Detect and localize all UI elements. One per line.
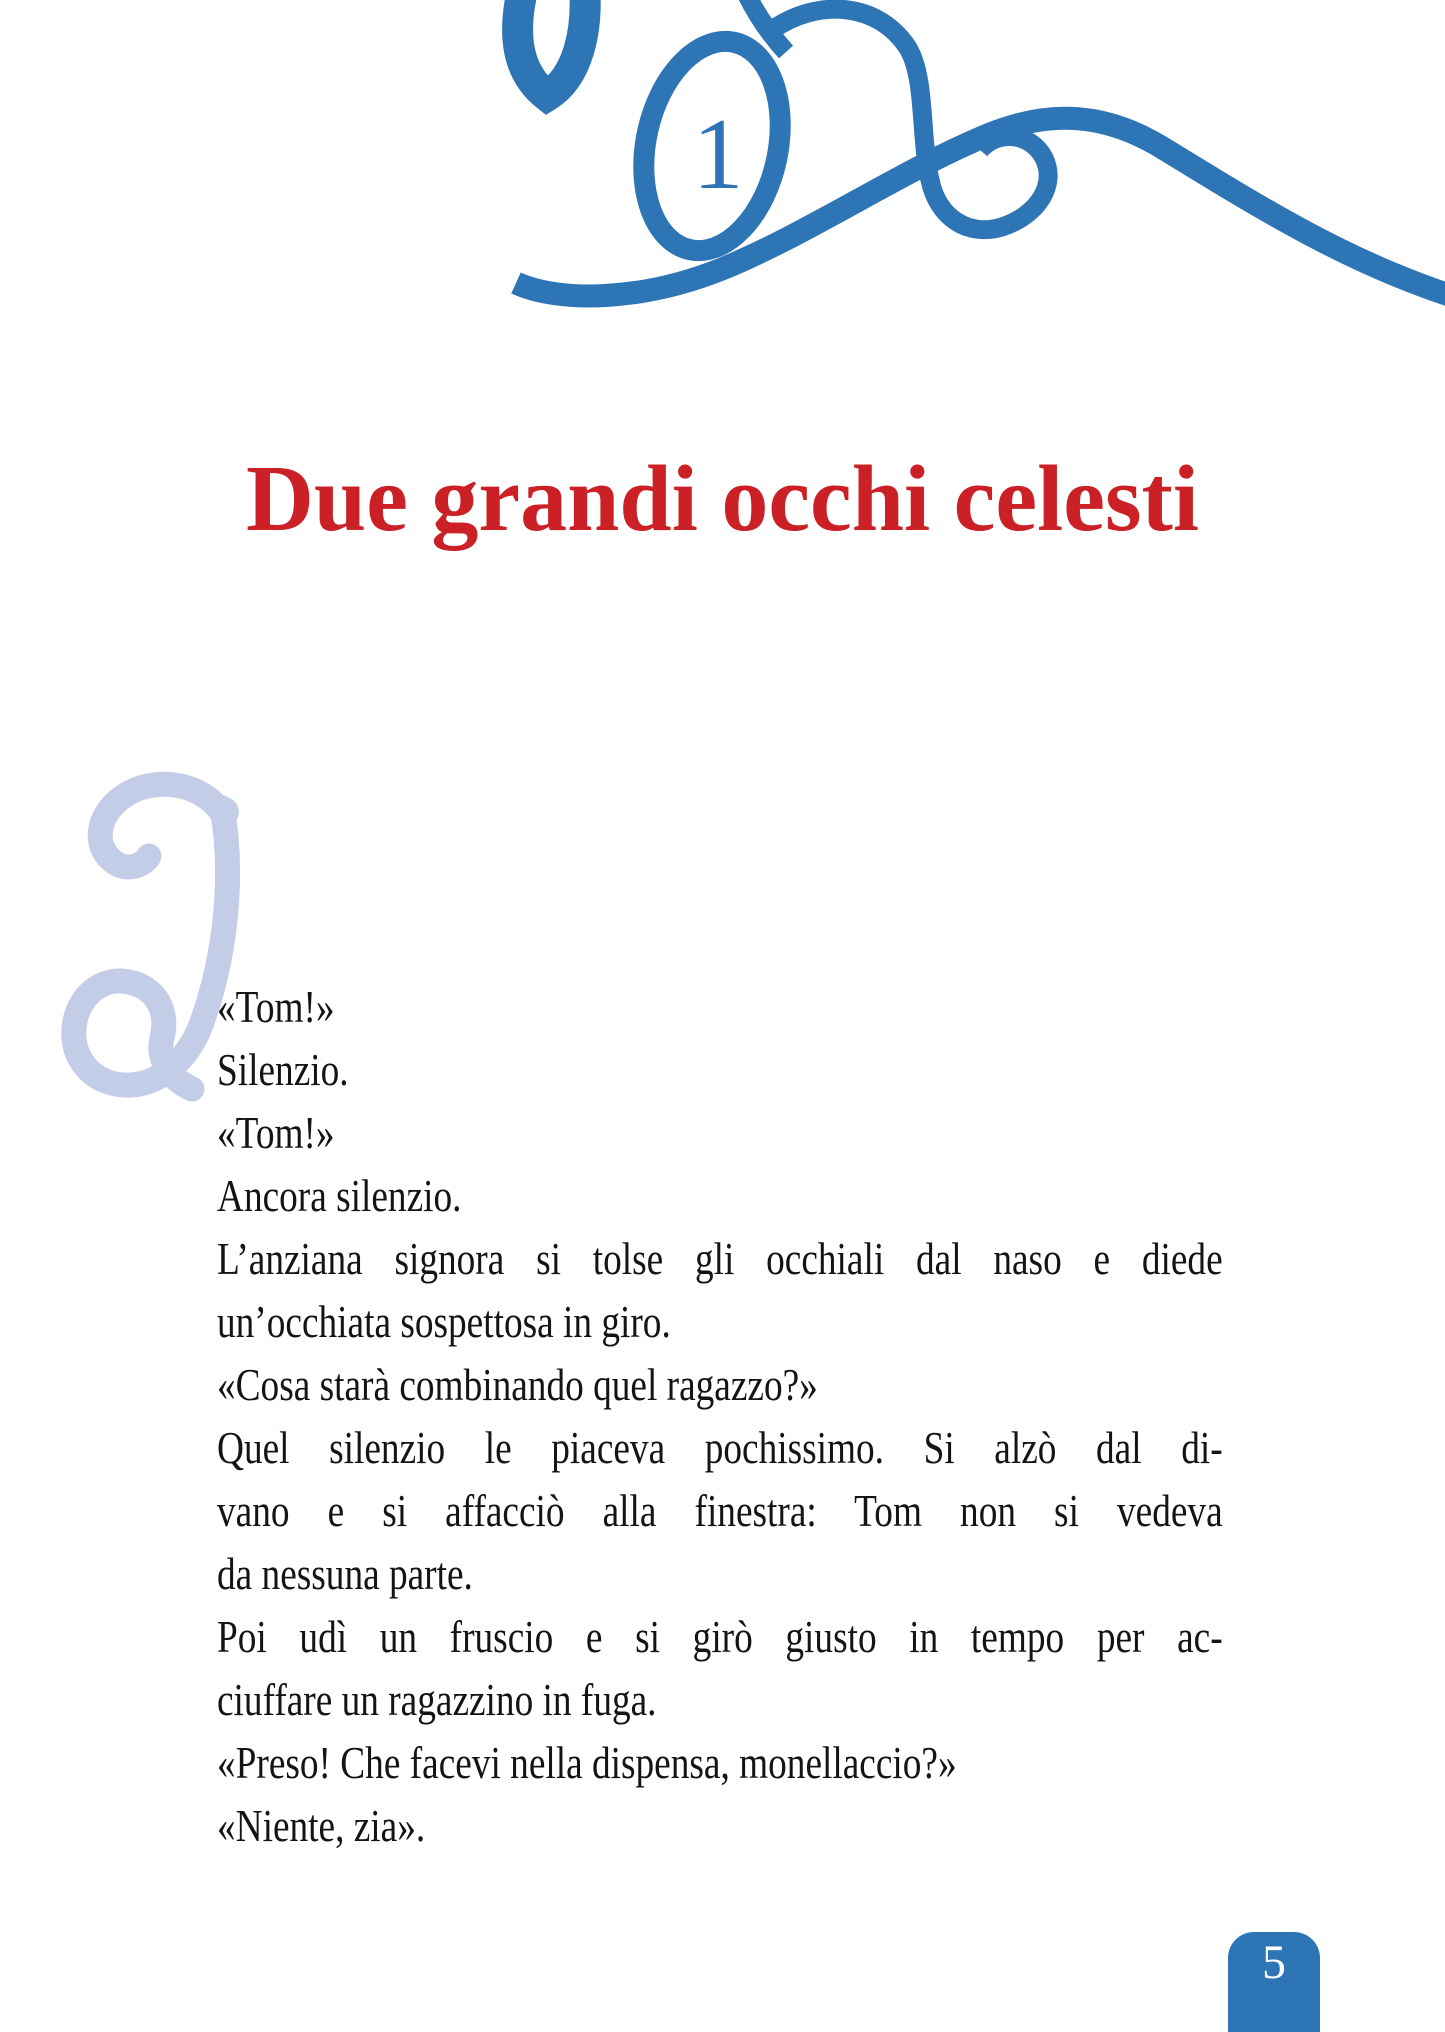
text-line: «Tom!» — [217, 1107, 335, 1158]
chapter-number: 1 — [692, 98, 744, 211]
text-line: un’occhiata sospettosa in giro. — [217, 1296, 671, 1347]
text-line: Silenzio. — [217, 1044, 349, 1095]
drop-cap-top-curl — [100, 784, 220, 867]
text-line: L’anziana signora si tolse gli occhiali dal naso e diede — [217, 1233, 1223, 1284]
text-line: vano e si affacciò alla finestra: Tom non si vedeva — [217, 1485, 1223, 1536]
page-number-tab — [1228, 1932, 1320, 2032]
text-line: Ancora silenzio. — [217, 1170, 462, 1221]
text-line: «Tom!» — [217, 981, 335, 1032]
chapter-title: Due grandi occhi celesti — [246, 447, 1199, 551]
text-line: Quel silenzio le piaceva pochissimo. Si alzò dal di- — [217, 1422, 1223, 1473]
text-line: ciuffare un ragazzino in fuga. — [217, 1674, 657, 1725]
chapter-text — [217, 975, 1223, 1857]
text-line: «Preso! Che facevi nella dispensa, monellaccio?» — [217, 1737, 957, 1788]
chapter-flourish-decoration — [0, 0, 1445, 320]
text-line: da nessuna parte. — [217, 1548, 473, 1599]
text-line: «Niente, zia». — [217, 1800, 426, 1851]
text-line: «Cosa starà combinando quel ragazzo?» — [217, 1359, 818, 1410]
text-line: Poi udì un fruscio e si girò giusto in tempo per ac- — [217, 1611, 1223, 1662]
flourish-teardrop — [518, 0, 586, 96]
page-number: 5 — [1262, 1936, 1286, 1989]
